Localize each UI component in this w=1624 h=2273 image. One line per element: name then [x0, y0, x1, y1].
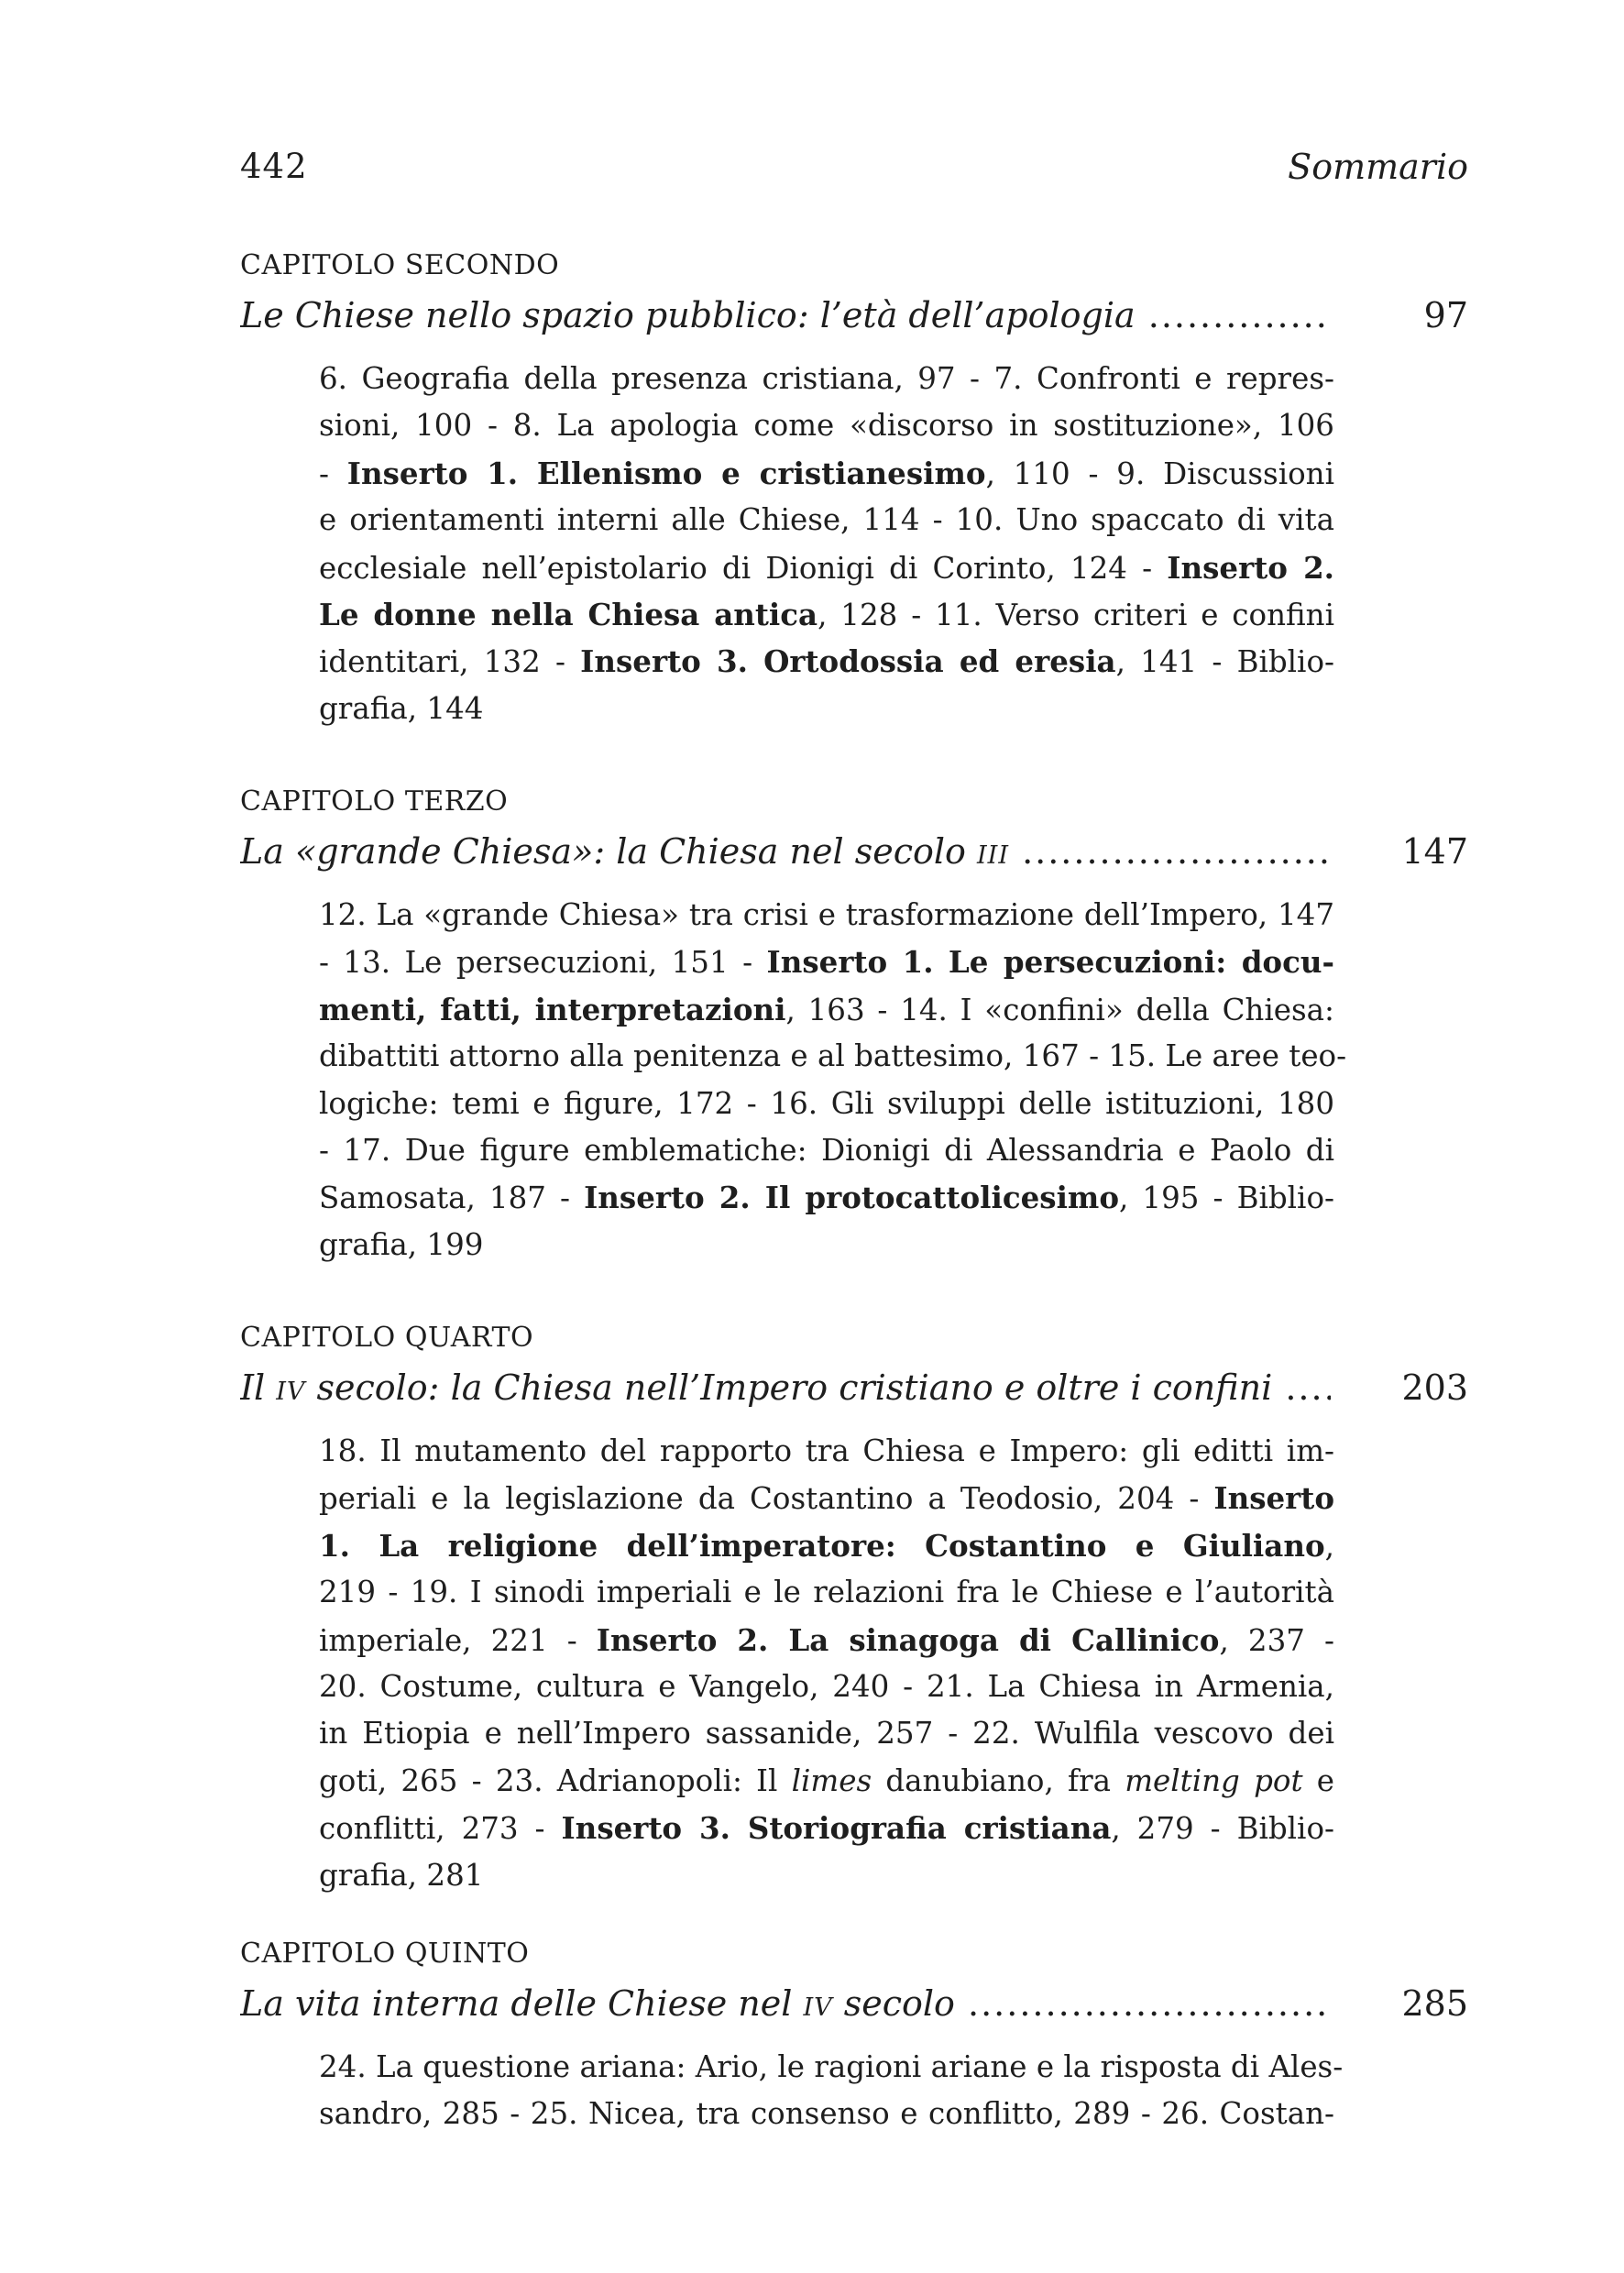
contents-line: - 17. Due figure emblematiche: Dionigi di Alessandria e Paolo di	[319, 1132, 1334, 1168]
contents-line: - 13. Le persecuzioni, 151 - Inserto 1. Le persecuzioni: docu-	[319, 944, 1334, 981]
contents-line: - Inserto 1. Ellenismo e cristianesimo, 110 - 9. Discussioni	[319, 455, 1335, 491]
chapter-entry	[240, 247, 1468, 732]
contents-line: e orientamenti interni alle Chiese, 114 - 10. Uno spaccato di vita	[319, 502, 1334, 538]
contents-line: in Etiopia e nell’Impero sassanide, 257 - 22. Wulfila vescovo dei	[319, 1716, 1334, 1751]
running-head-title: Sommario	[1288, 147, 1468, 187]
contents-line: grafia, 144	[319, 690, 484, 726]
chapter-title-row	[240, 1978, 1468, 2035]
contents-line: identitari, 132 - Inserto 3. Ortodossia ed eresia, 141 - Biblio-	[319, 643, 1334, 680]
contents-line: grafia, 281	[319, 1857, 484, 1893]
chapter-page-number: 285	[1401, 1978, 1468, 2029]
contents-line: periali e la legislazione da Costantino a Teodosio, 204 - Inserto	[319, 1480, 1334, 1517]
contents-line: grafia, 199	[319, 1226, 484, 1262]
contents-line: menti, fatti, interpretazioni, 163 - 14. I «confini» della Chiesa:	[319, 991, 1334, 1027]
contents-line: 18. Il mutamento del rapporto tra Chiesa e Impero: gli editti im-	[319, 1433, 1334, 1468]
chapter-entry	[240, 784, 1468, 1268]
contents-line: imperiale, 221 - Inserto 2. La sinagoga di Callinico, 237 -	[319, 1621, 1334, 1658]
chapter-contents	[319, 1428, 1334, 1899]
chapter-label: CAPITOLO QUARTO	[240, 1322, 534, 1354]
page-number: 442	[240, 147, 308, 186]
chapter-title: La vita interna delle Chiese nel IV secolo .....	[240, 1978, 1331, 2034]
chapter-entry	[240, 1936, 1468, 2138]
contents-line: 20. Costume, cultura e Vangelo, 240 - 21. La Chiesa in Armenia,	[319, 1668, 1334, 1704]
contents-line: 1. La religione dell’imperatore: Costantino e Giuliano,	[319, 1527, 1334, 1564]
contents-line: dibattiti attorno alla penitenza e al battesimo, 167 - 15. Le aree teo-	[319, 1038, 1347, 1074]
chapter-page-number: 147	[1401, 826, 1468, 877]
chapter-label: CAPITOLO SECONDO	[240, 249, 560, 281]
contents-line: sandro, 285 - 25. Nicea, tra consenso e conflitto, 289 - 26. Costan-	[319, 2096, 1334, 2132]
contents-line: logiche: temi e figure, 172 - 16. Gli sviluppi delle istituzioni, 180	[319, 1085, 1334, 1121]
running-head	[240, 147, 1468, 198]
chapter-title: Le Chiese nello spazio pubblico: l’età dell’apologia .....	[240, 290, 1331, 341]
chapter-label: CAPITOLO QUINTO	[240, 1938, 530, 1970]
contents-line: Samosata, 187 - Inserto 2. Il protocattolicesimo, 195 - Biblio-	[319, 1180, 1334, 1216]
chapter-label: CAPITOLO TERZO	[240, 785, 509, 818]
chapter-title-row	[240, 826, 1468, 883]
chapter-title: La «grande Chiesa»: la Chiesa nel secolo III .....	[240, 826, 1331, 882]
chapter-entry	[240, 1320, 1468, 1899]
chapter-title: Il IV secolo: la Chiesa nell’Impero cristiano e oltre i confini .....	[240, 1362, 1331, 1418]
chapter-contents	[319, 2044, 1344, 2138]
contents-line: 219 - 19. I sinodi imperiali e le relazioni fra le Chiese e l’autorità	[319, 1575, 1334, 1610]
contents-line: Le donne nella Chiesa antica, 128 - 11. Verso criteri e confini	[319, 596, 1335, 632]
contents-line: goti, 265 - 23. Adrianopoli: Il limes danubiano, fra melting pot e	[319, 1762, 1334, 1798]
contents-line: 12. La «grande Chiesa» tra crisi e trasformazione dell’Impero, 147	[319, 897, 1334, 932]
chapter-contents	[319, 892, 1347, 1268]
contents-line: sioni, 100 - 8. La apologia come «discorso in sostituzione», 106	[319, 408, 1334, 444]
contents-line: ecclesiale nell’epistolario di Dionigi di Corinto, 124 - Inserto 2.	[319, 549, 1334, 586]
book-page	[240, 0, 1468, 2273]
contents-line: 6. Geografia della presenza cristiana, 97 - 7. Confronti e repres-	[319, 361, 1334, 396]
contents-line: 24. La questione ariana: Ario, le ragioni ariane e la risposta di Ales-	[319, 2049, 1344, 2084]
chapter-page-number: 97	[1424, 290, 1468, 341]
chapter-contents	[319, 356, 1334, 732]
chapter-page-number: 203	[1401, 1362, 1468, 1413]
chapter-title-row	[240, 290, 1468, 346]
contents-line: conflitti, 273 - Inserto 3. Storiografia cristiana, 279 - Biblio-	[319, 1810, 1334, 1847]
chapter-title-row	[240, 1362, 1468, 1419]
